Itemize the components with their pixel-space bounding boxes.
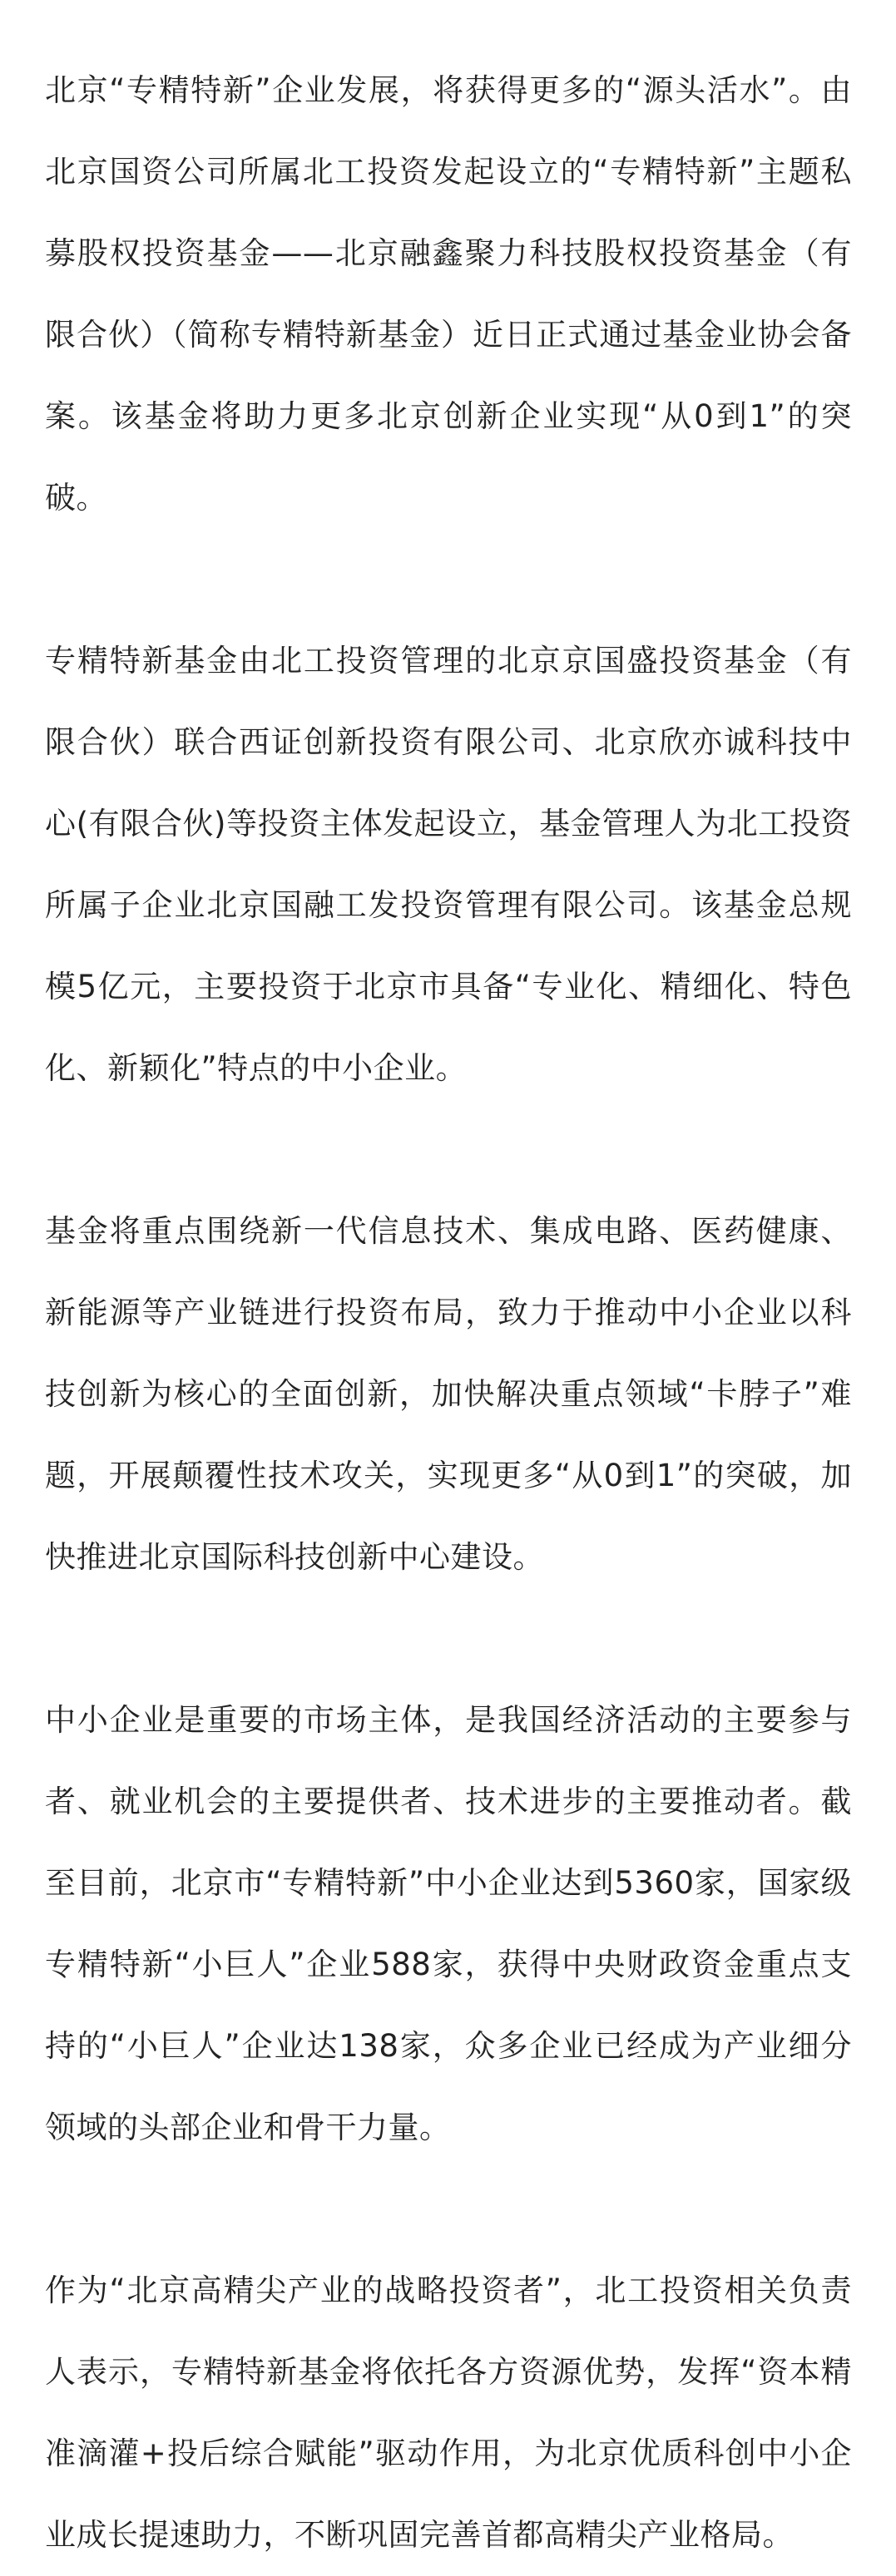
paragraph-strategic-statement: 作为“北京高精尖产业的战略投资者”，北工投资相关负责人表示，专精特新基金将依托各方资源优势，发挥“资本精准滴灌+投后综合赋能”驱动作用，为北京优质科创中小企业成长提速助力，不断巩固完善首都高精尖产业格局。 [45,2273,852,2553]
paragraph-investment-focus: 基金将重点围绕新一代信息技术、集成电路、医药健康、新能源等产业链进行投资布局，致力于推动中小企业以科技创新为核心的全面创新，加快解决重点领域“卡脖子”难题，开展颠覆性技术攻关，实现更多“从0到1”的突破，加快推进北京国际科技创新中心建设。 [45,1213,852,1575]
paragraph-sme-statistics: 中小企业是重要的市场主体，是我国经济活动的主要参与者、就业机会的主要提供者、技术进步的主要推动者。截至目前，北京市“专精特新”中小企业达到5360家，国家级专精特新“小巨人”企业588家，获得中央财政资金重点支持的“小巨人”企业达138家，众多企业已经成为产业细分领域的头部企业和骨干力量。 [45,1702,852,2145]
article-body [45,50,852,2576]
paragraph-fund-structure: 专精特新基金由北工投资管理的北京京国盛投资基金（有限合伙）联合西证创新投资有限公司、北京欣亦诚科技中心(有限合伙)等投资主体发起设立，基金管理人为北工投资所属子企业北京国融工发投资管理有限公司。该基金总规模5亿元，主要投资于北京市具备“专业化、精细化、特色化、新颖化”特点的中小企业。 [45,643,852,1086]
paragraph-intro: 北京“专精特新”企业发展，将获得更多的“源头活水”。由北京国资公司所属北工投资发起设立的“专精特新”主题私募股权投资基金——北京融鑫聚力科技股权投资基金（有限合伙）（简称专精特新基金）近日正式通过基金业协会备案。该基金将助力更多北京创新企业实现“从0到1”的突破。 [45,72,852,516]
